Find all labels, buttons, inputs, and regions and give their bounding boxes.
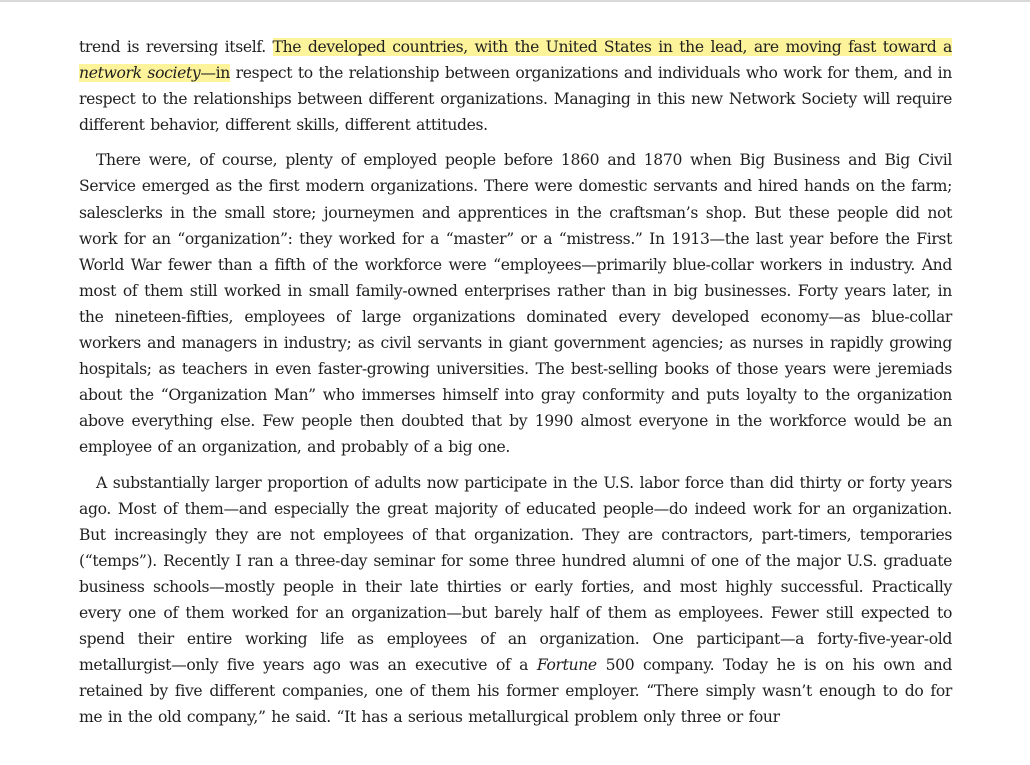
document-body — [79, 34, 952, 730]
paragraph-1-trailing-text: respect to the relationship between organizations and individuals who work for them, and in respect to the relationships between different organizations. Managing in this new Network Society will require different behavior, different skills, different attitudes. — [79, 64, 952, 135]
magazine-title-italic: Fortune — [536, 656, 597, 675]
paragraph-3 — [79, 470, 952, 731]
highlight-text-start: The developed countries, with the United States in the lead, are moving fast toward a — [272, 38, 952, 56]
paragraph-3-text-start: A substantially larger proportion of adults now participate in the U.S. labor force than did thirty or forty years ago. Most of them—and especially the great majority of educated people—do indeed work for an organization. But increasingly they are not employees of that organization. They are contractors, part-timers, temporaries (“temps”). Recently I ran a three-day seminar for some three hundred alumni of one of the major U.S. graduate business schools—mostly people in their late thirties or early forties, and most highly successful. Practically every one of them worked for an organization—but barely half of them as employees. Fewer still expected to spend their entire working life as employees of an organization. One participant—a forty-five-year-old metallurgist—only five years ago was an executive of a — [79, 473, 952, 675]
paragraph-3-text-end: 500 company. Today he is on his own and retained by five different companies, one of them his former employer. “There simply wasn’t enough to do for me in the old company,” he said. “It has a serious metallurgical problem only three or four — [79, 656, 952, 727]
highlight-italic-term: network society — [79, 64, 201, 83]
top-divider — [0, 0, 1030, 2]
paragraph-1-lead-text: trend is reversing itself. — [79, 38, 273, 56]
highlight-text-end: —in — [200, 64, 230, 83]
paragraph-2: There were, of course, plenty of employed people before 1860 and 1870 when Big Business and Big Civil Service emerged as the first modern organizations. There were domestic servants and hired hands on the farm; salesclerks in the small store; journeymen and apprentices in the craftsman’s shop. But these people did not work for an “organization”: they worked for a “master” or a “mistress.” In 1913—the last year before the First World War fewer than a fifth of the workforce were “employees—primarily blue-collar workers in industry. And most of them still worked in small family-owned enterprises rather than in big businesses. Forty years later, in the nineteen-fifties, employees of large organizations dominated every developed economy—as blue-collar workers and managers in industry; as civil servants in giant government agencies; as nurses in rapidly growing hospitals; as teachers in even faster-growing universities. The best-selling books of those years were jeremiads about the “Organization Man” who immerses himself into gray conformity and puts loyalty to the organization above everything else. Few people then doubted that by 1990 almost everyone in the workforce would be an employee of an organization, and probably of a big one. — [79, 151, 952, 457]
paragraph-1 — [79, 34, 952, 138]
